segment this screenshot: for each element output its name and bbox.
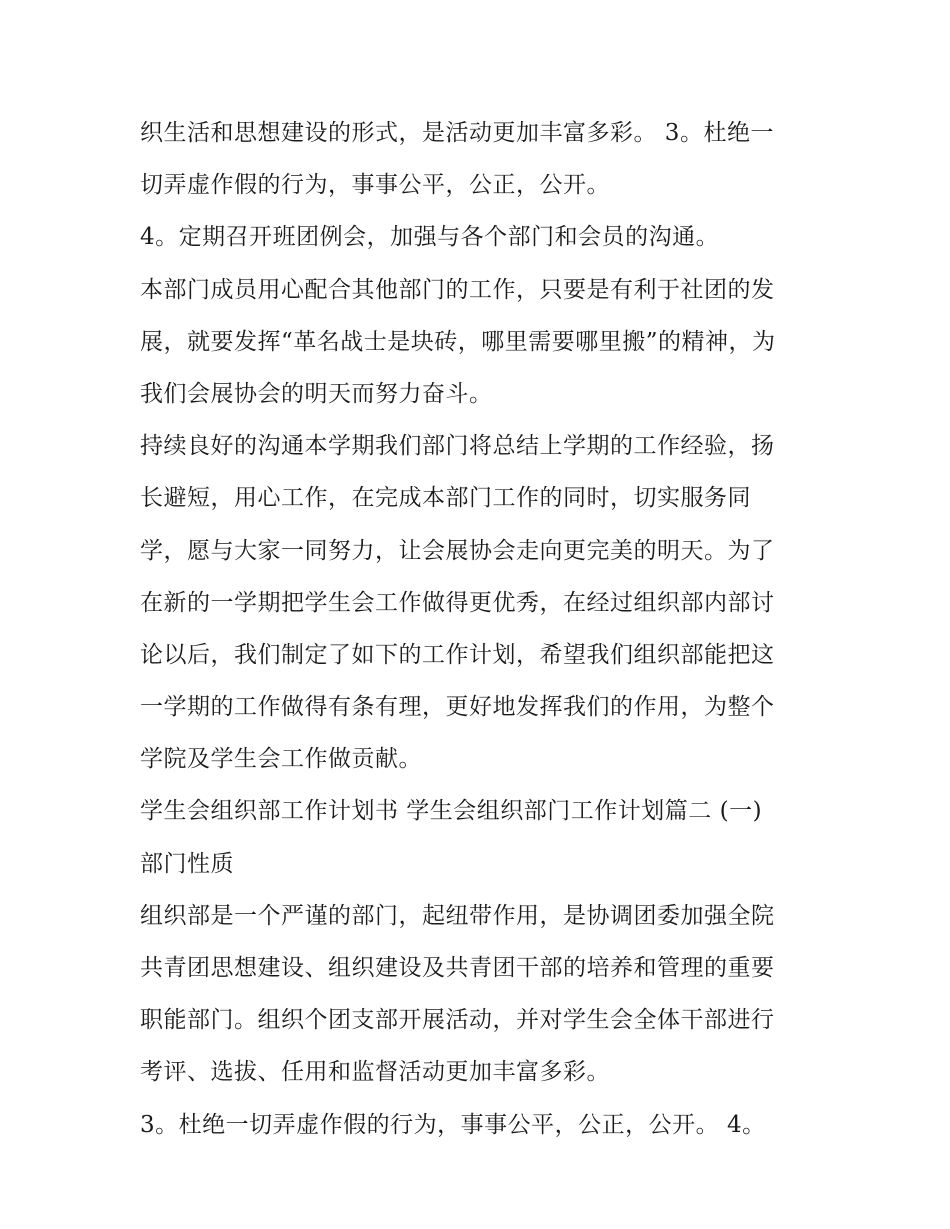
text-line: 共青团思想建设、组织建设及共青团干部的培养和管理的重要 xyxy=(140,955,775,981)
text-line: 我们会展协会的明天而努力奋斗。 xyxy=(140,380,493,407)
text-line: 职能部门。组织个团支部开展活动，并对学生会全体干部进行 xyxy=(140,1007,775,1034)
text-line: 3。杜绝一切弄虚作假的行为，事事公平，公正，公开。 4。 xyxy=(140,1111,766,1138)
text-line: 考评、选拔、任用和监督活动更加丰富多彩。 xyxy=(140,1059,610,1086)
text-line: 论以后，我们制定了如下的工作计划，希望我们组织部能把这 xyxy=(140,641,775,668)
section-heading-line: 学生会组织部工作计划书 学生会组织部门工作计划篇二 (一) xyxy=(140,798,763,825)
text-line: 展，就要发挥“革名战士是块砖，哪里需要哪里搬”的精神，为 xyxy=(140,328,776,355)
text-line: 切弄虚作假的行为，事事公平，公正，公开。 xyxy=(140,172,610,199)
body-text xyxy=(140,107,830,1151)
text-line: 组织部是一个严谨的部门，起纽带作用，是协调团委加强全院 xyxy=(140,902,775,929)
text-line: 本部门成员用心配合其他部门的工作，只要是有利于社团的发 xyxy=(140,276,775,303)
text-line: 织生活和思想建设的形式，是活动更加丰富多彩。 3。杜绝一 xyxy=(140,120,774,146)
text-line: 一学期的工作做得有条有理，更好地发挥我们的作用，为整个 xyxy=(140,694,775,721)
text-line: 在新的一学期把学生会工作做得更优秀，在经过组织部内部讨 xyxy=(140,589,775,616)
text-line: 学院及学生会工作做贡献。 xyxy=(140,746,422,773)
text-line: 学，愿与大家一同努力，让会展协会走向更完美的明天。为了 xyxy=(140,537,775,564)
text-line: 持续良好的沟通本学期我们部门将总结上学期的工作经验，扬 xyxy=(140,433,775,460)
section-heading-line: 部门性质 xyxy=(140,850,234,877)
text-line: 4。定期召开班团例会，加强与各个部门和会员的沟通。 xyxy=(140,224,720,251)
text-line: 长避短，用心工作，在完成本部门工作的同时，切实服务同 xyxy=(140,485,751,512)
